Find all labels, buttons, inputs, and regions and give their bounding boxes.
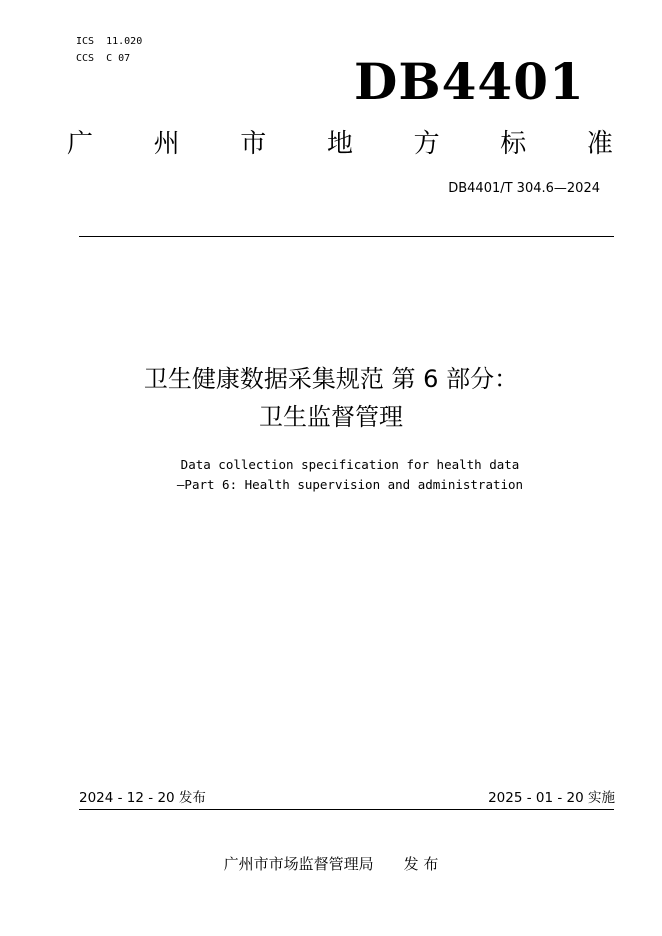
chinese-title-line-1: 卫生健康数据采集规范 第 6 部分： [143, 365, 519, 393]
standard-type-char: 市 [240, 129, 267, 159]
standard-type-heading [60, 126, 620, 162]
english-title-line-2: —Part 6: Health supervision and administration [176, 477, 524, 492]
standard-code-logo: DB4401 [354, 52, 585, 111]
publish-date: 2024 - 12 - 20 发布 [79, 790, 206, 806]
classification-codes [76, 33, 142, 67]
english-title-line-1: Data collection specification for health data [180, 457, 520, 472]
implement-date: 2025 - 01 - 20 实施 [488, 790, 615, 806]
standard-type-char: 地 [326, 129, 353, 159]
english-title [0, 455, 662, 495]
ics-code: ICS 11.020 [76, 36, 143, 47]
chinese-title-line-2: 卫生监督管理 [259, 403, 403, 431]
standard-type-char: 标 [500, 129, 527, 159]
standard-number: DB4401/T 304.6—2024 [448, 181, 600, 196]
standard-type-char: 准 [586, 129, 613, 159]
standard-type-char: 方 [413, 129, 440, 159]
standard-type-char: 广 [66, 129, 93, 159]
ccs-code: CCS C 07 [76, 53, 131, 64]
issuer-line [0, 854, 662, 874]
issue-word: 发 布 [403, 855, 439, 873]
chinese-title [0, 360, 662, 436]
issuing-authority: 广州市市场监督管理局 [223, 855, 374, 873]
header-divider [79, 236, 614, 237]
footer-divider [79, 809, 614, 810]
standard-type-char: 州 [153, 129, 180, 159]
